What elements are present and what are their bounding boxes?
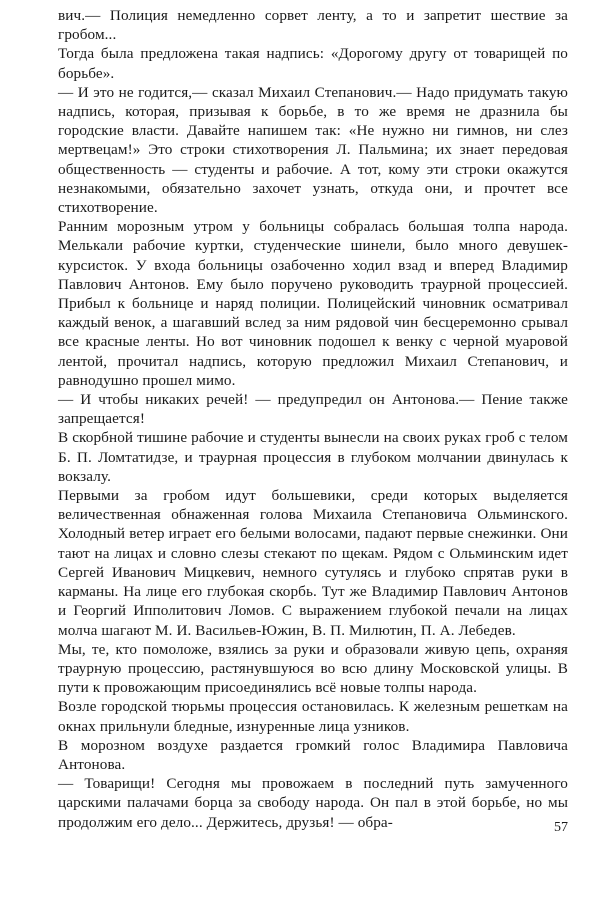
paragraph: Тогда была предложена такая надпись: «Дорогому другу от товарищей по борьбе». (58, 45, 568, 82)
paragraph: — Товарищи! Сегодня мы провожаем в последний путь замученного царскими палачами борца за свободу народа. Он пал в этой борьбе, но мы продолжим его дело... Держитесь, друзья! — обра- (58, 775, 568, 831)
paragraph: Мы, те, кто помоложе, взялись за руки и образовали живую цепь, охраняя траурную процессию, растянувшуюся во всю длину Московской улицы. В пути к провожающим присоединялись всё новые толпы народа. (58, 640, 568, 697)
paragraph: В скорбной тишине рабочие и студенты вынесли на своих руках гроб с телом Б. П. Ломтатидзе, и траурная процессия в глубоком молчании двинулась к вокзалу. (58, 429, 568, 485)
paragraph: Ранним морозным утром у больницы собралась большая толпа народа. Мелькали рабочие куртки, студенческие шинели, было много девушек-курсисток. У входа больницы озабоченно ходил взад и вперед Владимир Павлович Антонов. Ему было поручено руководить траурной процессией. Прибыл к больнице и наряд полиции. Полицейский чиновник осматривал каждый венок, а шагавший вслед за ним рядовой чин бесцеремонно срывал все красные ленты. Но вот чиновник подошел к венку с черной муаровой лентой, прочитал надпись, которую предложил Михаил Степанович, и равнодушно прошел мимо. (58, 218, 568, 389)
paragraph: Возле городской тюрьмы процессия остановилась. К железным решеткам на окнах прильнули бледные, изнуренные лица узников. (58, 698, 568, 735)
page-number: 57 (554, 820, 568, 835)
paragraph: — И чтобы никаких речей! — предупредил он Антонова.— Пение также запрещается! (58, 391, 568, 428)
book-page-text (58, 6, 568, 832)
paragraph: — И это не годится,— сказал Михаил Степанович.— Надо придумать такую надпись, которая, призывая к борьбе, в то же время не дразнила бы городские власти. Давайте напишем так: «Не нужно ни гимнов, ни слез мертвецам!» Это строки стихотворения Л. Пальмина; их знает передовая общественность — студенты и рабочие. А тот, кому эти строки окажутся незнакомыми, обязательно захочет узнать, откуда они, и прочтет все стихотворение. (58, 83, 568, 217)
paragraph: Первыми за гробом идут большевики, среди которых выделяется величественная обнаженная голова Михаила Степановича Ольминского. Холодный ветер играет его белыми волосами, падают первые снежинки. Они тают на лицах и словно слезы стекают по щекам. Рядом с Ольминским идет Сергей Иванович Мицкевич, немного сутулясь и глубоко спрятав руки в карманы. На лице его глубокая скорбь. Тут же Владимир Павлович Антонов и Георгий Ипполитович Ломов. С выражением глубокой печали на лицах молча шагают М. И. Васильев-Южин, В. П. Милютин, П. А. Лебедев. (58, 487, 568, 639)
paragraph: В морозном воздухе раздается громкий голос Владимира Павловича Антонова. (58, 736, 568, 773)
paragraph: вич.— Полиция немедленно сорвет ленту, а то и запретит шествие за гробом... (58, 7, 568, 44)
